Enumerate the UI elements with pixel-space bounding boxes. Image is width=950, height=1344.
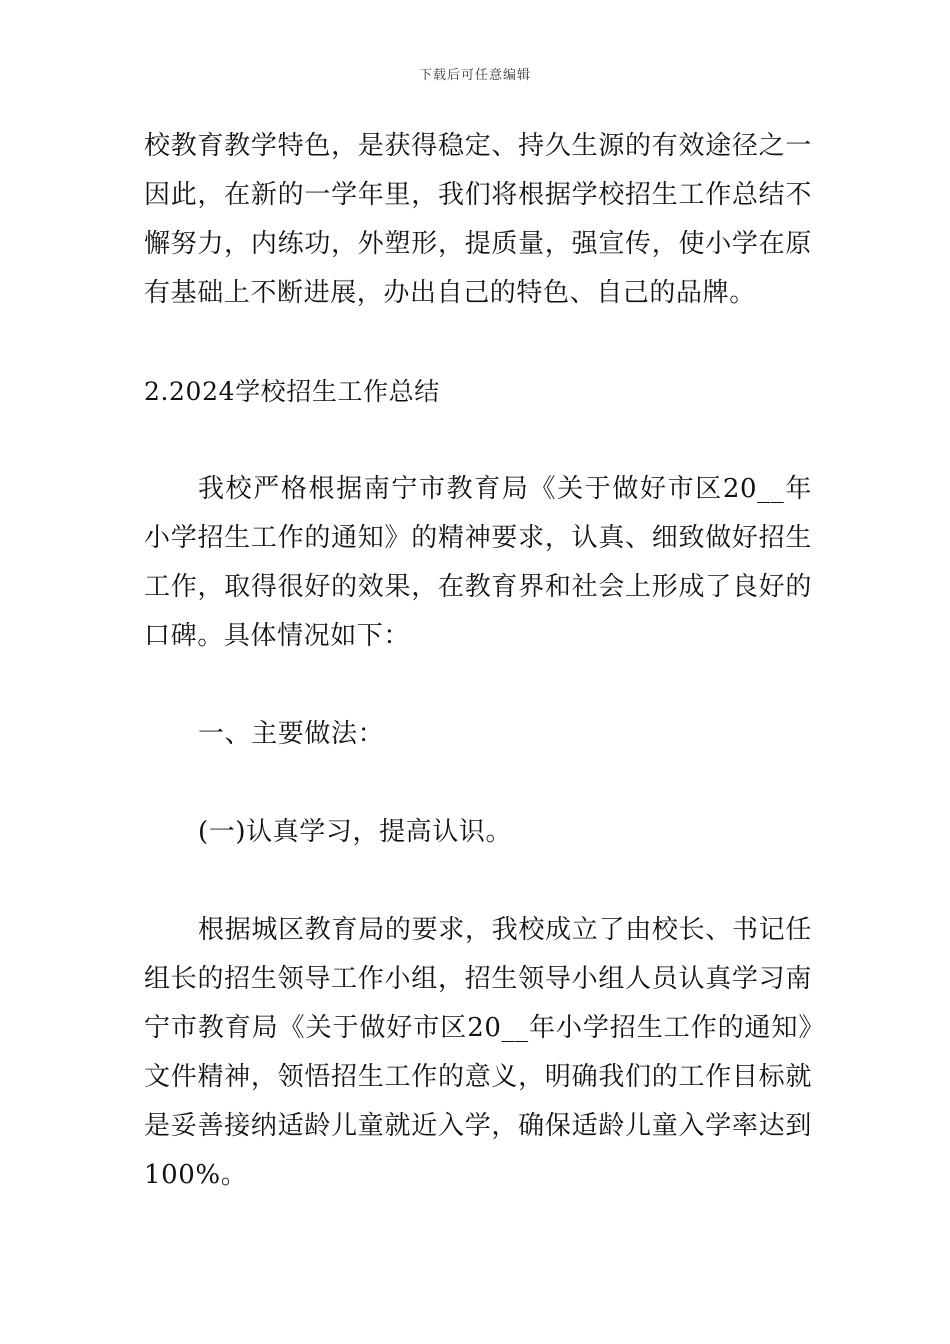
section-heading: 2.2024学校招生工作总结 <box>144 377 440 406</box>
paragraph-study-detail: 根据城区教育局的要求，我校成立了由校长、书记任组长的招生领导工作小组，招生领导小组人员认真学习南宁市教育局《关于做好市区20__年小学招生工作的通知》文件精神，领悟招生工作的意义，明确我们的工作目标就是妥善接纳适龄儿童就近入学，确保适龄儿童入学率达到100%。 <box>144 915 812 1190</box>
page-header: 下载后可任意编辑 <box>418 68 531 83</box>
document-body <box>144 122 812 1200</box>
paragraph-overview: 我校严格根据南宁市教育局《关于做好市区20__年小学招生工作的通知》的精神要求，认真、细致做好招生工作，取得很好的效果，在教育界和社会上形成了良好的口碑。具体情况如下： <box>144 474 812 651</box>
subheading-study: (一)认真学习，提高认识。 <box>198 817 513 847</box>
paragraph-intro-continuation: 校教育教学特色，是获得稳定、持久生源的有效途径之一因此，在新的一学年里，我们将根据学校招生工作总结不懈努力，内练功，外塑形，提质量，强宣传，使小学在原有基础上不断进展，办出自己的特色、自己的品牌。 <box>144 131 812 308</box>
subheading-main-methods: 一、主要做法： <box>198 719 385 749</box>
